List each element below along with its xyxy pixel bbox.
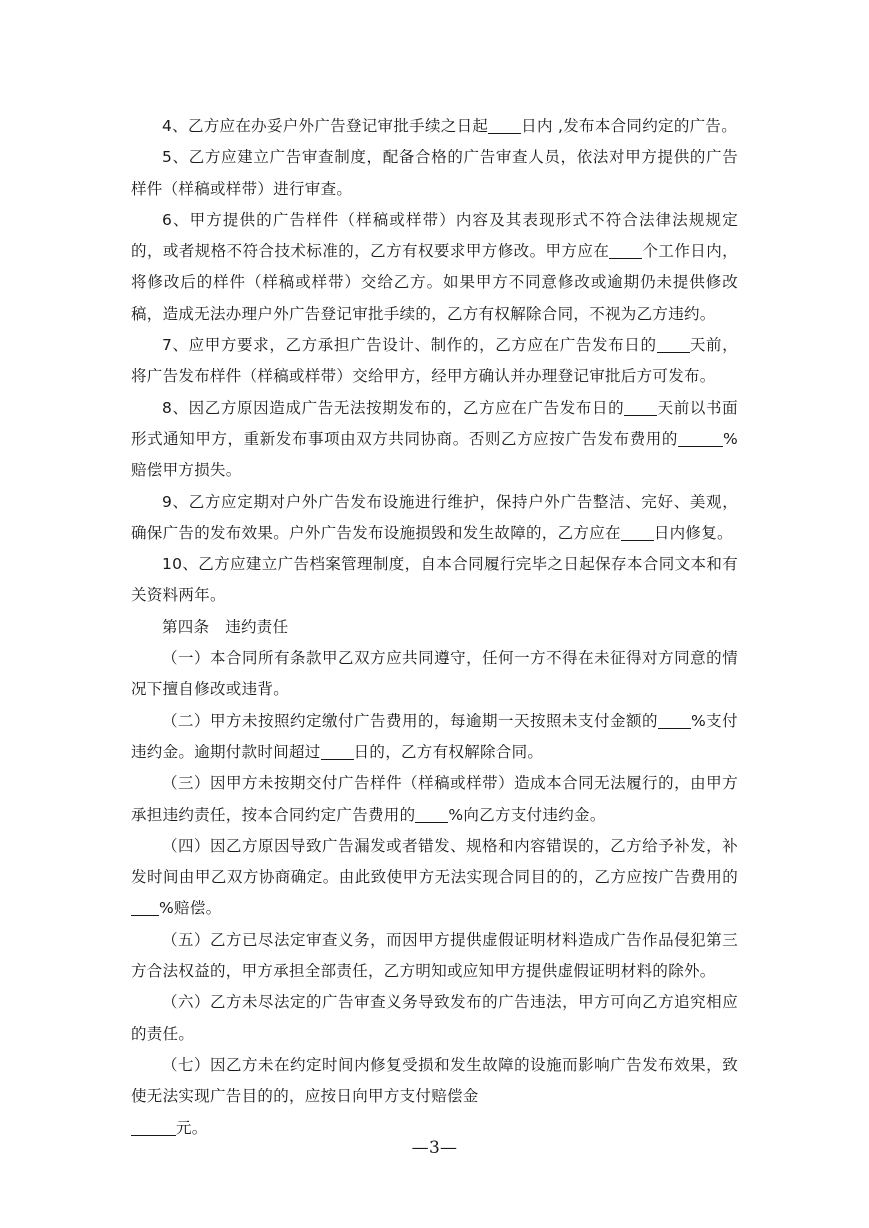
clause-5: 5、乙方应建立广告审查制度，配备合格的广告审查人员，依法对甲方提供的广告样件（样稿或样带）进行审查。 — [131, 148, 738, 198]
blank-line — [678, 430, 723, 447]
blank-line — [609, 242, 642, 259]
clause-8: 8、因乙方原因造成广告无法按期发布的，乙方应在广告发布日的 天前以书面形式通知甲方，重新发布事项由双方共同协商。否则乙方应按广告发布费用的 %赔偿甲方损失。 — [131, 398, 738, 480]
clause-4: 4、乙方应在办妥户外广告登记审批手续之日起 日内 ,发布本合同约定的广告。 — [162, 117, 738, 135]
liability-2: （二）甲方未按照约定缴付广告费用的，每逾期一天按照未支付金额的 %支付违约金。逾期付款时间超过 日的，乙方有权解除合同。 — [131, 711, 738, 761]
clause-9: 9、乙方应定期对户外广告发布设施进行维护，保持户外广告整洁、完好、美观，确保广告的发布效果。户外广告发布设施损毁和发生故障的，乙方应在 日内修复。 — [131, 492, 738, 542]
liability-7-tail: 元。 — [131, 1113, 738, 1144]
clause-10: 10、乙方应建立广告档案管理制度，自本合同履行完毕之日起保存本合同文本和有关资料两年。 — [131, 555, 738, 605]
liability-7: （七）因乙方未在约定时间内修复受损和发生故障的设施而影响广告发布效果，致使无法实现广告目的的，应按日向甲方支付赔偿金 — [131, 1055, 738, 1106]
blank-line — [131, 1118, 176, 1135]
blank-line — [131, 899, 159, 916]
blank-line — [621, 524, 654, 541]
blank-line — [488, 117, 521, 134]
blank-line — [321, 743, 354, 760]
liability-6: （六）乙方未尽法定的广告审查义务导致发布的广告违法，甲方可向乙方追究相应的责任。 — [131, 993, 738, 1043]
document-body — [131, 111, 738, 1144]
blank-line — [415, 805, 448, 822]
page-number: —3— — [411, 1138, 458, 1158]
liability-5: （五）乙方已尽法定审查义务，而因甲方提供虚假证明材料造成广告作品侵犯第三方合法权益的，甲方承担全部责任，乙方明知或应知甲方提供虚假证明材料的除外。 — [131, 930, 738, 981]
liability-4: （四）因乙方原因导致广告漏发或者错发、规格和内容错误的，乙方给予补发，补发时间由甲乙双方协商确定。由此致使甲方无法实现合同目的的，乙方应按广告费用的%赔偿。 — [131, 836, 738, 918]
blank-line — [624, 398, 657, 415]
blank-line — [658, 711, 691, 728]
clause-6: 6、甲方提供的广告样件（样稿或样带）内容及其表现形式不符合法律法规规定的，或者规格不符合技术标准的，乙方有权要求甲方修改。甲方应在 个工作日内，将修改后的样件（样稿或样带）交给乙方。如果甲方不同意修改或逾期仍未提供修改稿，造成无法办理户外广告登记审批手续的，乙方有权解除合同，不视为乙方违约。 — [131, 210, 738, 323]
blank-line — [657, 336, 690, 353]
liability-1: （一）本合同所有条款甲乙双方应共同遵守，任何一方不得在未征得对方同意的情况下擅自修改或违背。 — [131, 649, 738, 699]
liability-3: （三）因甲方未按期交付广告样件（样稿或样带）造成本合同无法履行的，由甲方承担违约责任，按本合同约定广告费用的 %向乙方支付违约金。 — [131, 774, 738, 824]
clause-7: 7、应甲方要求，乙方承担广告设计、制作的，乙方应在广告发布日的 天前，将广告发布样件（样稿或样带）交给甲方，经甲方确认并办理登记审批后方可发布。 — [131, 336, 738, 386]
article-4-heading: 第四条 违约责任 — [162, 617, 289, 636]
